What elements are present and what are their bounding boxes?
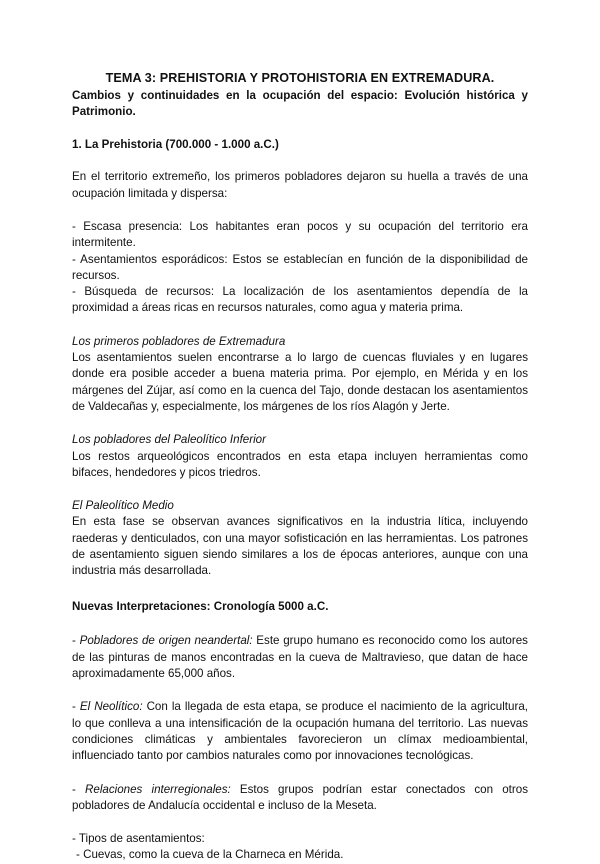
document-title: TEMA 3: PREHISTORIA Y PROTOHISTORIA EN EXTREMADURA. xyxy=(105,71,495,85)
item-dash: - xyxy=(72,700,80,714)
item-relaciones-lead: Relaciones interregionales: xyxy=(85,782,231,796)
item-neolitico-text: Con la llegada de esta etapa, se produce el nacimiento de la agricultura, lo que conlleva a una intensificación de la ocupación humana del territorio. Las nuevas condiciones climáticas y ambientales favorecieron un clímax medioambiental, influenciado tanto por cambios naturales como por innovaciones tecnológicas. xyxy=(72,700,528,763)
paragraph-paleolitico-medio: En esta fase se observan avances significativos en la industria lítica, incluyendo raederas y denticulados, con una mayor sofisticación en las herramientas. Los patrones de asentamiento siguen siendo similares a los de épocas anteriores, aunque con una industria más desarrollada. xyxy=(72,515,528,578)
tipos-item-cuevas: - Cuevas, como la cueva de la Charneca en Mérida. xyxy=(76,848,344,862)
item-neolitico-lead: El Neolítico: xyxy=(79,700,143,714)
paragraph-primeros-pobladores: Los asentamientos suelen encontrarse a lo largo de cuencas fluviales y en lugares donde era posible acceder a buena materia prima. Por ejemplo, en Mérida y en los márgenes del Zújar, así como en la cuenca del Tajo, donde destacan los asentamientos de Valdecañas y, especialmente, los márgenes de los ríos Alagón y Jerte. xyxy=(72,351,528,413)
document-subtitle: Cambios y continuidades en la ocupación del espacio: Evolución histórica y Patrimonio. xyxy=(72,89,528,118)
subheading-paleolitico-inferior: Los pobladores del Paleolítico Inferior xyxy=(72,433,266,447)
paragraph-paleolitico-inferior: Los restos arqueológicos encontrados en esta etapa incluyen herramientas como bifaces, hendedores y picos triedros. xyxy=(72,449,528,479)
item-neandertal-lead: Pobladores de origen neandertal: xyxy=(79,634,253,648)
section-heading-nuevas-interpretaciones: Nuevas Interpretaciones: Cronología 5000 a.C. xyxy=(72,599,329,613)
intro-paragraph: En el territorio extremeño, los primeros pobladores dejaron su huella a través de una ocupación limitada y dispersa: xyxy=(72,170,528,200)
subheading-paleolitico-medio: El Paleolítico Medio xyxy=(72,499,174,513)
item-dash: - xyxy=(72,782,85,796)
item-relaciones xyxy=(72,782,528,815)
item-relaciones-text: Estos grupos podrían estar conectados con otros pobladores de Andalucía occidental e incluso de la Meseta. xyxy=(72,782,528,812)
item-neandertal xyxy=(72,633,528,682)
item-dash: - xyxy=(72,634,80,648)
bullet-busqueda-recursos: - Búsqueda de recursos: La localización de los asentamientos dependía de la proximidad a áreas ricas en recursos naturales, como agua y materia prima. xyxy=(72,285,528,315)
bullet-escasa-presencia: - Escasa presencia: Los habitantes eran pocos y su ocupación del territorio era intermitente. xyxy=(72,219,528,250)
item-neolitico xyxy=(72,699,528,764)
item-neandertal-text: Este grupo humano es reconocido como los autores de las pinturas de manos encontradas en la cueva de Maltravieso, que datan de hace aproximadamente 65,000 años. xyxy=(72,634,528,681)
section-heading-prehistoria: 1. La Prehistoria (700.000 - 1.000 a.C.) xyxy=(72,137,279,151)
tipos-heading: - Tipos de asentamientos: xyxy=(72,832,205,846)
bullet-asentamientos-esporadicos: - Asentamientos esporádicos: Estos se establecían en función de la disponibilidad de recursos. xyxy=(72,252,528,282)
subheading-primeros-pobladores: Los primeros pobladores de Extremadura xyxy=(72,334,286,348)
